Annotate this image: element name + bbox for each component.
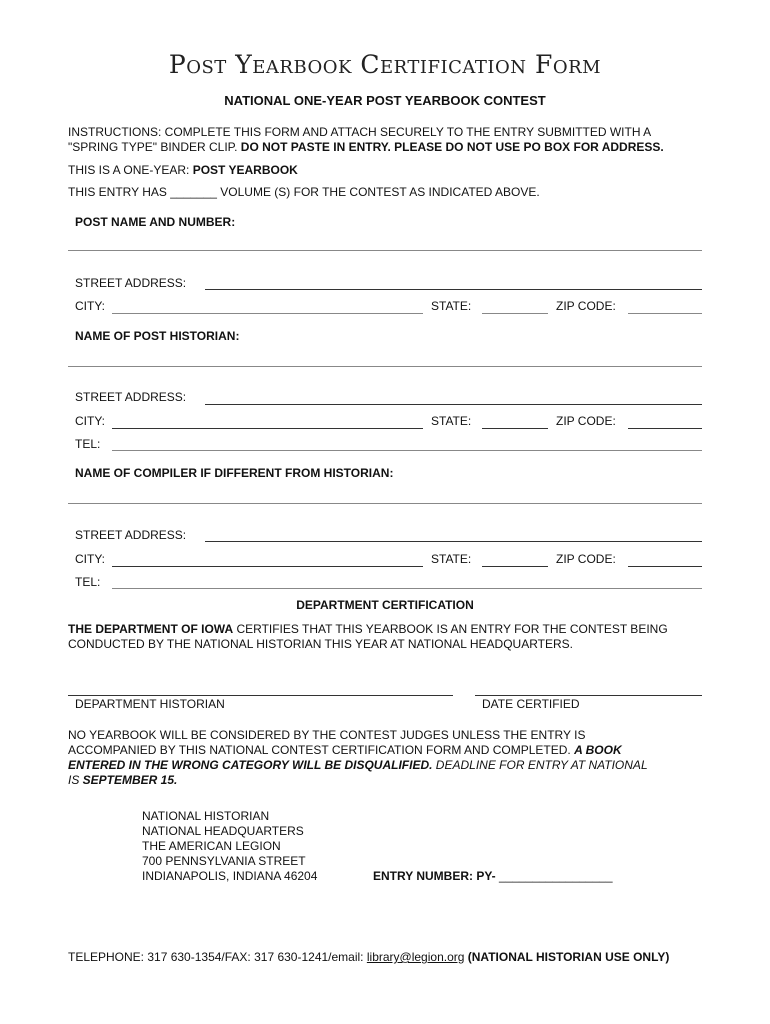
post-zip-label: ZIP CODE: (556, 299, 616, 313)
notice-deadline-date: SEPTEMBER 15. (82, 773, 178, 787)
compiler-street-label: STREET ADDRESS: (75, 528, 187, 542)
department-name: THE DEPARTMENT OF IOWA (68, 622, 234, 636)
historian-name-field[interactable] (68, 366, 702, 367)
compiler-tel-label: TEL: (75, 575, 101, 589)
compiler-tel-field[interactable] (112, 588, 702, 589)
email-link[interactable]: library@legion.org (366, 950, 465, 964)
notice-line-4 (68, 773, 177, 787)
post-name-heading: POST NAME AND NUMBER: (75, 215, 236, 229)
entry-number-field[interactable]: _________________ (499, 869, 613, 883)
historian-tel-field[interactable] (112, 450, 702, 451)
certification-line-1 (68, 622, 668, 636)
address-line-2: NATIONAL HEADQUARTERS (142, 824, 304, 838)
historian-street-field[interactable] (205, 404, 702, 405)
notice-text: ACCOMPANIED BY THIS NATIONAL CONTEST CERTIFICATION FORM AND COMPLETED. (68, 743, 575, 757)
footer-note: (NATIONAL HISTORIAN USE ONLY) (464, 950, 670, 964)
compiler-zip-label: ZIP CODE: (556, 552, 616, 566)
compiler-state-field[interactable] (482, 566, 548, 567)
instructions-text: "SPRING TYPE" BINDER CLIP. (68, 140, 241, 154)
post-zip-field[interactable] (628, 313, 702, 314)
address-line-5: INDIANAPOLIS, INDIANA 46204 (142, 869, 318, 883)
notice-deadline-is: IS (68, 773, 83, 787)
notice-warning-start: A BOOK (574, 743, 622, 757)
certification-heading: DEPARTMENT CERTIFICATION (296, 598, 474, 612)
department-historian-signature-field[interactable] (68, 695, 453, 696)
notice-line-2 (68, 743, 622, 757)
entry-number-label: ENTRY NUMBER: PY- (373, 869, 496, 883)
post-state-field[interactable] (482, 313, 548, 314)
instructions-line-2 (68, 140, 664, 154)
post-state-label: STATE: (431, 299, 472, 313)
historian-city-label: CITY: (75, 414, 106, 428)
historian-zip-field[interactable] (628, 428, 702, 429)
post-name-field[interactable] (68, 250, 702, 251)
page-title: Post Yearbook Certification Form (168, 50, 602, 79)
compiler-city-label: CITY: (75, 552, 106, 566)
historian-state-field[interactable] (482, 428, 548, 429)
historian-street-label: STREET ADDRESS: (75, 390, 187, 404)
notice-deadline-text: DEADLINE FOR ENTRY AT NATIONAL (432, 758, 648, 772)
historian-tel-label: TEL: (75, 437, 101, 451)
address-line-1: NATIONAL HISTORIAN (142, 809, 270, 823)
compiler-street-field[interactable] (205, 541, 702, 542)
entry-type-value: POST YEARBOOK (192, 163, 298, 177)
compiler-state-label: STATE: (431, 552, 472, 566)
entry-type-label: THIS IS A ONE-YEAR: (68, 163, 193, 177)
historian-zip-label: ZIP CODE: (556, 414, 616, 428)
post-city-field[interactable] (112, 313, 423, 314)
certification-line-2: CONDUCTED BY THE NATIONAL HISTORIAN THIS YEAR AT NATIONAL HEADQUARTERS. (68, 637, 573, 651)
date-certified-field[interactable] (475, 695, 702, 696)
notice-warning: ENTERED IN THE WRONG CATEGORY WILL BE DISQUALIFIED. (68, 758, 433, 772)
department-historian-label: DEPARTMENT HISTORIAN (75, 697, 225, 711)
entry-type-line (68, 163, 298, 177)
notice-line-1: NO YEARBOOK WILL BE CONSIDERED BY THE CONTEST JUDGES UNLESS THE ENTRY IS (68, 728, 586, 742)
volumes-line: THIS ENTRY HAS _______ VOLUME (S) FOR THE CONTEST AS INDICATED ABOVE. (68, 185, 540, 199)
post-street-field[interactable] (205, 289, 702, 290)
contest-subtitle: NATIONAL ONE-YEAR POST YEARBOOK CONTEST (224, 93, 546, 108)
notice-line-3 (68, 758, 648, 772)
historian-heading: NAME OF POST HISTORIAN: (75, 329, 240, 343)
compiler-city-field[interactable] (112, 566, 423, 567)
compiler-heading: NAME OF COMPILER IF DIFFERENT FROM HISTORIAN: (75, 466, 394, 480)
footer-contact-text: TELEPHONE: 317 630-1354/FAX: 317 630-1241/email: (68, 950, 367, 964)
entry-number (373, 869, 613, 883)
post-city-label: CITY: (75, 299, 106, 313)
instructions-warning: DO NOT PASTE IN ENTRY. PLEASE DO NOT USE PO BOX FOR ADDRESS. (240, 140, 664, 154)
certification-text-1: CERTIFIES THAT THIS YEARBOOK IS AN ENTRY FOR THE CONTEST BEING (233, 622, 668, 636)
address-line-3: THE AMERICAN LEGION (142, 839, 281, 853)
post-street-label: STREET ADDRESS: (75, 276, 187, 290)
address-line-4: 700 PENNSYLVANIA STREET (142, 854, 306, 868)
compiler-name-field[interactable] (68, 503, 702, 504)
compiler-zip-field[interactable] (628, 566, 702, 567)
historian-city-field[interactable] (112, 428, 423, 429)
instructions-line-1: INSTRUCTIONS: COMPLETE THIS FORM AND ATTACH SECURELY TO THE ENTRY SUBMITTED WITH A (68, 125, 652, 139)
date-certified-label: DATE CERTIFIED (482, 697, 580, 711)
historian-state-label: STATE: (431, 414, 472, 428)
footer-contact (68, 950, 669, 964)
